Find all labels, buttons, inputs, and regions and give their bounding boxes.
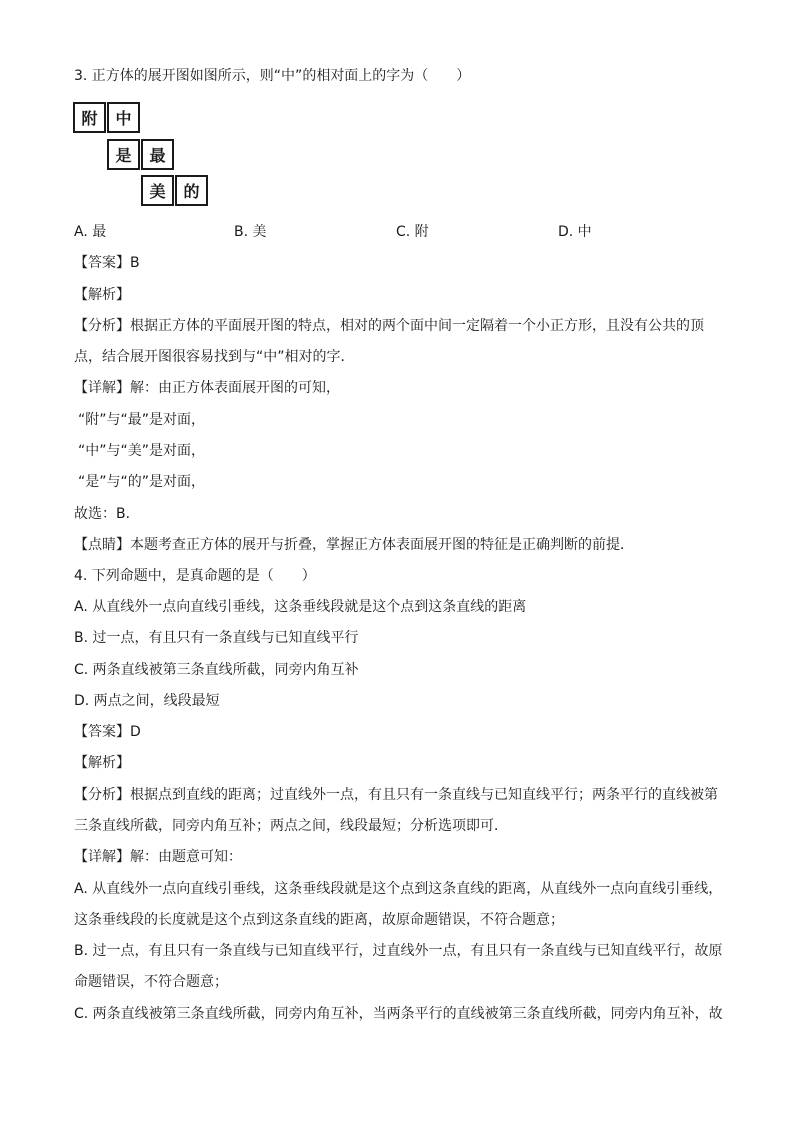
q3-option-b: B. 美 xyxy=(234,224,267,240)
question-4-stem: 4. 下列命题中，是真命题的是（ ） xyxy=(74,568,316,584)
q3-option-c: C. 附 xyxy=(396,224,429,240)
q3-option-d: D. 中 xyxy=(558,224,592,240)
q4-option-c: C. 两条直线被第三条直线所截，同旁内角互补 xyxy=(74,662,359,678)
q3-fenxi-line-2: 点，结合展开图很容易找到与“中”相对的字． xyxy=(74,349,355,365)
question-3-stem: 3. 正方体的展开图如图所示，则“中”的相对面上的字为（ ） xyxy=(74,68,471,84)
q4-detail-b-line-2: 命题错误，不符合题意； xyxy=(74,974,228,990)
q4-fenxi-line-2: 三条直线所截，同旁内角互补；两点之间，线段最短；分析选项即可． xyxy=(74,818,508,834)
q3-analysis-title: 【解析】 xyxy=(74,287,130,303)
q3-option-a: A. 最 xyxy=(74,224,107,240)
q4-detail: 【详解】解：由题意可知： xyxy=(74,849,242,865)
q3-fenxi-line-1: 【分析】根据正方体的平面展开图的特点，相对的两个面中间一定隔着一个小正方形，且没有公共的顶 xyxy=(74,318,704,334)
q4-detail-c-line-1: C. 两条直线被第三条直线所截，同旁内角互补，当两条平行的直线被第三条直线所截，同旁内角互补，故 xyxy=(74,1006,723,1022)
q4-detail-b-line-1: B. 过一点，有且只有一条直线与已知直线平行，过直线外一点，有且只有一条直线与已知直线平行，故原 xyxy=(74,943,723,959)
q3-answer: 【答案】B xyxy=(74,255,140,271)
q3-pair-1: “附”与“最”是对面， xyxy=(78,412,206,428)
q4-detail-a-line-1: A. 从直线外一点向直线引垂线，这条垂线段就是这个点到这条直线的距离，从直线外一点向直线引垂线， xyxy=(74,881,723,897)
net-cell-zui: 最 xyxy=(141,139,174,170)
q3-detail: 【详解】解：由正方体表面展开图的可知， xyxy=(74,380,340,396)
q4-detail-a-line-2: 这条垂线段的长度就是这个点到这条直线的距离，故原命题错误，不符合题意； xyxy=(74,912,564,928)
q4-answer: 【答案】D xyxy=(74,724,141,740)
net-cell-de: 的 xyxy=(175,175,208,206)
net-cell-shi: 是 xyxy=(107,139,140,170)
net-cell-fu: 附 xyxy=(73,102,106,133)
q3-dianjing: 【点睛】本题考查正方体的展开与折叠，掌握正方体表面展开图的特征是正确判断的前提． xyxy=(74,537,634,553)
q4-fenxi-line-1: 【分析】根据点到直线的距离；过直线外一点，有且只有一条直线与已知直线平行；两条平行的直线被第 xyxy=(74,787,718,803)
q4-option-b: B. 过一点，有且只有一条直线与已知直线平行 xyxy=(74,630,359,646)
q4-option-a: A. 从直线外一点向直线引垂线，这条垂线段就是这个点到这条直线的距离 xyxy=(74,599,527,615)
q3-choose: 故选：B． xyxy=(74,506,140,522)
q3-pair-2: “中”与“美”是对面， xyxy=(78,443,206,459)
q4-option-d: D. 两点之间，线段最短 xyxy=(74,693,220,709)
q4-analysis-title: 【解析】 xyxy=(74,755,130,771)
net-cell-zhong: 中 xyxy=(107,102,140,133)
q3-pair-3: “是”与“的”是对面， xyxy=(78,474,206,490)
net-cell-mei: 美 xyxy=(141,175,174,206)
cube-net-figure xyxy=(73,102,213,210)
